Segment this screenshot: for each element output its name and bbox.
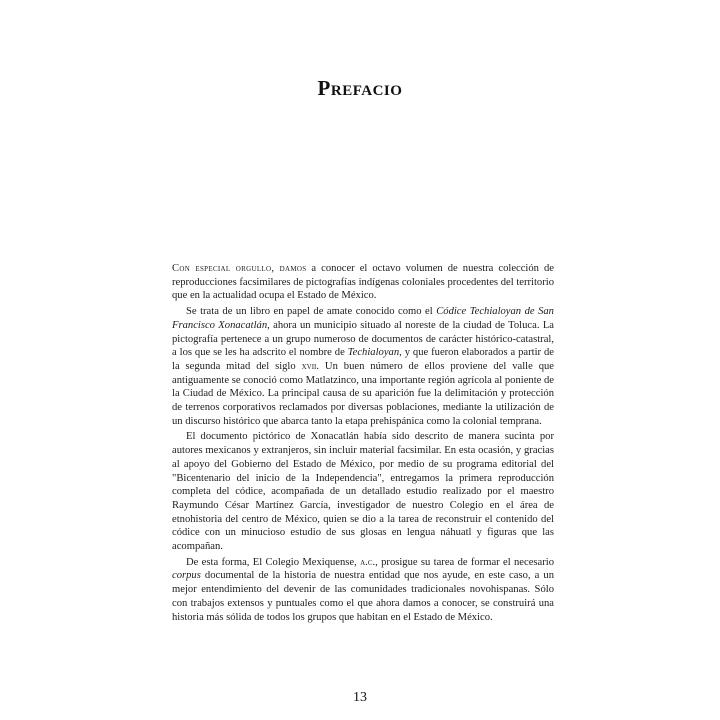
italic-title: Códice Techialoyan de San Francisco Xonacatlán — [172, 306, 554, 331]
page-title: Prefacio — [317, 76, 403, 101]
italic-term: Techialoyan — [347, 347, 400, 359]
text-run: . Un buen número de ellos proviene del valle que antiguamente se conoció como Matlatzinco, una importante región agrícola al poniente de la Ciudad de México. La principal causa de su aparición fue la delimitación y protección de terrenos corporativos reclamados por diversas poblaciones, mediante la utilización de un discurso histórico que abarca tanto la etapa prehispánica como la colonial temprana. — [172, 360, 555, 427]
text-run: a conocer el octavo volumen de nuestra colección de reproducciones facsimilares de pictografías indígenas coloniales procedentes del territorio que en la actualidad ocupa el Estado de México. — [172, 263, 554, 302]
text-run: documental de la historia de nuestra entidad que nos ayude, en este caso, a un mejor entendimiento del devenir de las comunidades tradicionales novohispanas. Sólo con trabajos extensos y puntuales como el que ahora damos a conocer, se construirá una historia más sólida de todos los grupos que habitan en el Estado de México. — [172, 570, 554, 623]
lead-in-smallcaps: Con especial orgullo, damos — [172, 263, 307, 274]
paragraph — [172, 556, 554, 625]
paragraph — [172, 305, 554, 428]
paragraph — [172, 262, 554, 303]
abbreviation-smallcaps: a.c. — [360, 556, 376, 568]
paragraph — [172, 430, 554, 553]
text-run: , ahora un municipio situado al noreste de la ciudad de Toluca. La pictografía pertenece a un grupo numeroso de documentos de carácter histórico-catastral, a los que se les ha adscrito el nombre de — [172, 319, 554, 359]
century-numeral: xvii — [301, 360, 317, 372]
text-run: , prosigue su tarea de formar el necesario — [375, 556, 554, 568]
text-run: Se trata de un libro en papel de amate conocido como el — [186, 306, 437, 318]
page-number: 13 — [353, 690, 367, 705]
italic-term: corpus — [172, 570, 201, 582]
text-run: , y que fueron elaborados a partir de la segunda mitad del siglo — [172, 347, 554, 372]
text-run: El documento pictórico de Xonacatlán había sido descrito de manera sucinta por autores mexicanos y extranjeros, sin incluir material facsimilar. En esta ocasión, y gracias al apoyo del Gobierno del Estado de México, por medio de su programa editorial del "Bicentenario del inicio de la Independencia", entregamos la primera reproducción completa del códice, acompañada de un detallado estudio realizado por el maestro Raymundo César Martínez García, investigador de nuestro Colegio en el área de etnohistoria del centro de México, quien se dio a la tarea de reconstruir el contenido del códice con un minucioso estudio de sus glosas en lengua náhuatl y figuras que las acompañan. — [172, 431, 554, 553]
text-run: De esta forma, El Colegio Mexiquense, — [186, 556, 361, 568]
body-text — [172, 262, 554, 624]
